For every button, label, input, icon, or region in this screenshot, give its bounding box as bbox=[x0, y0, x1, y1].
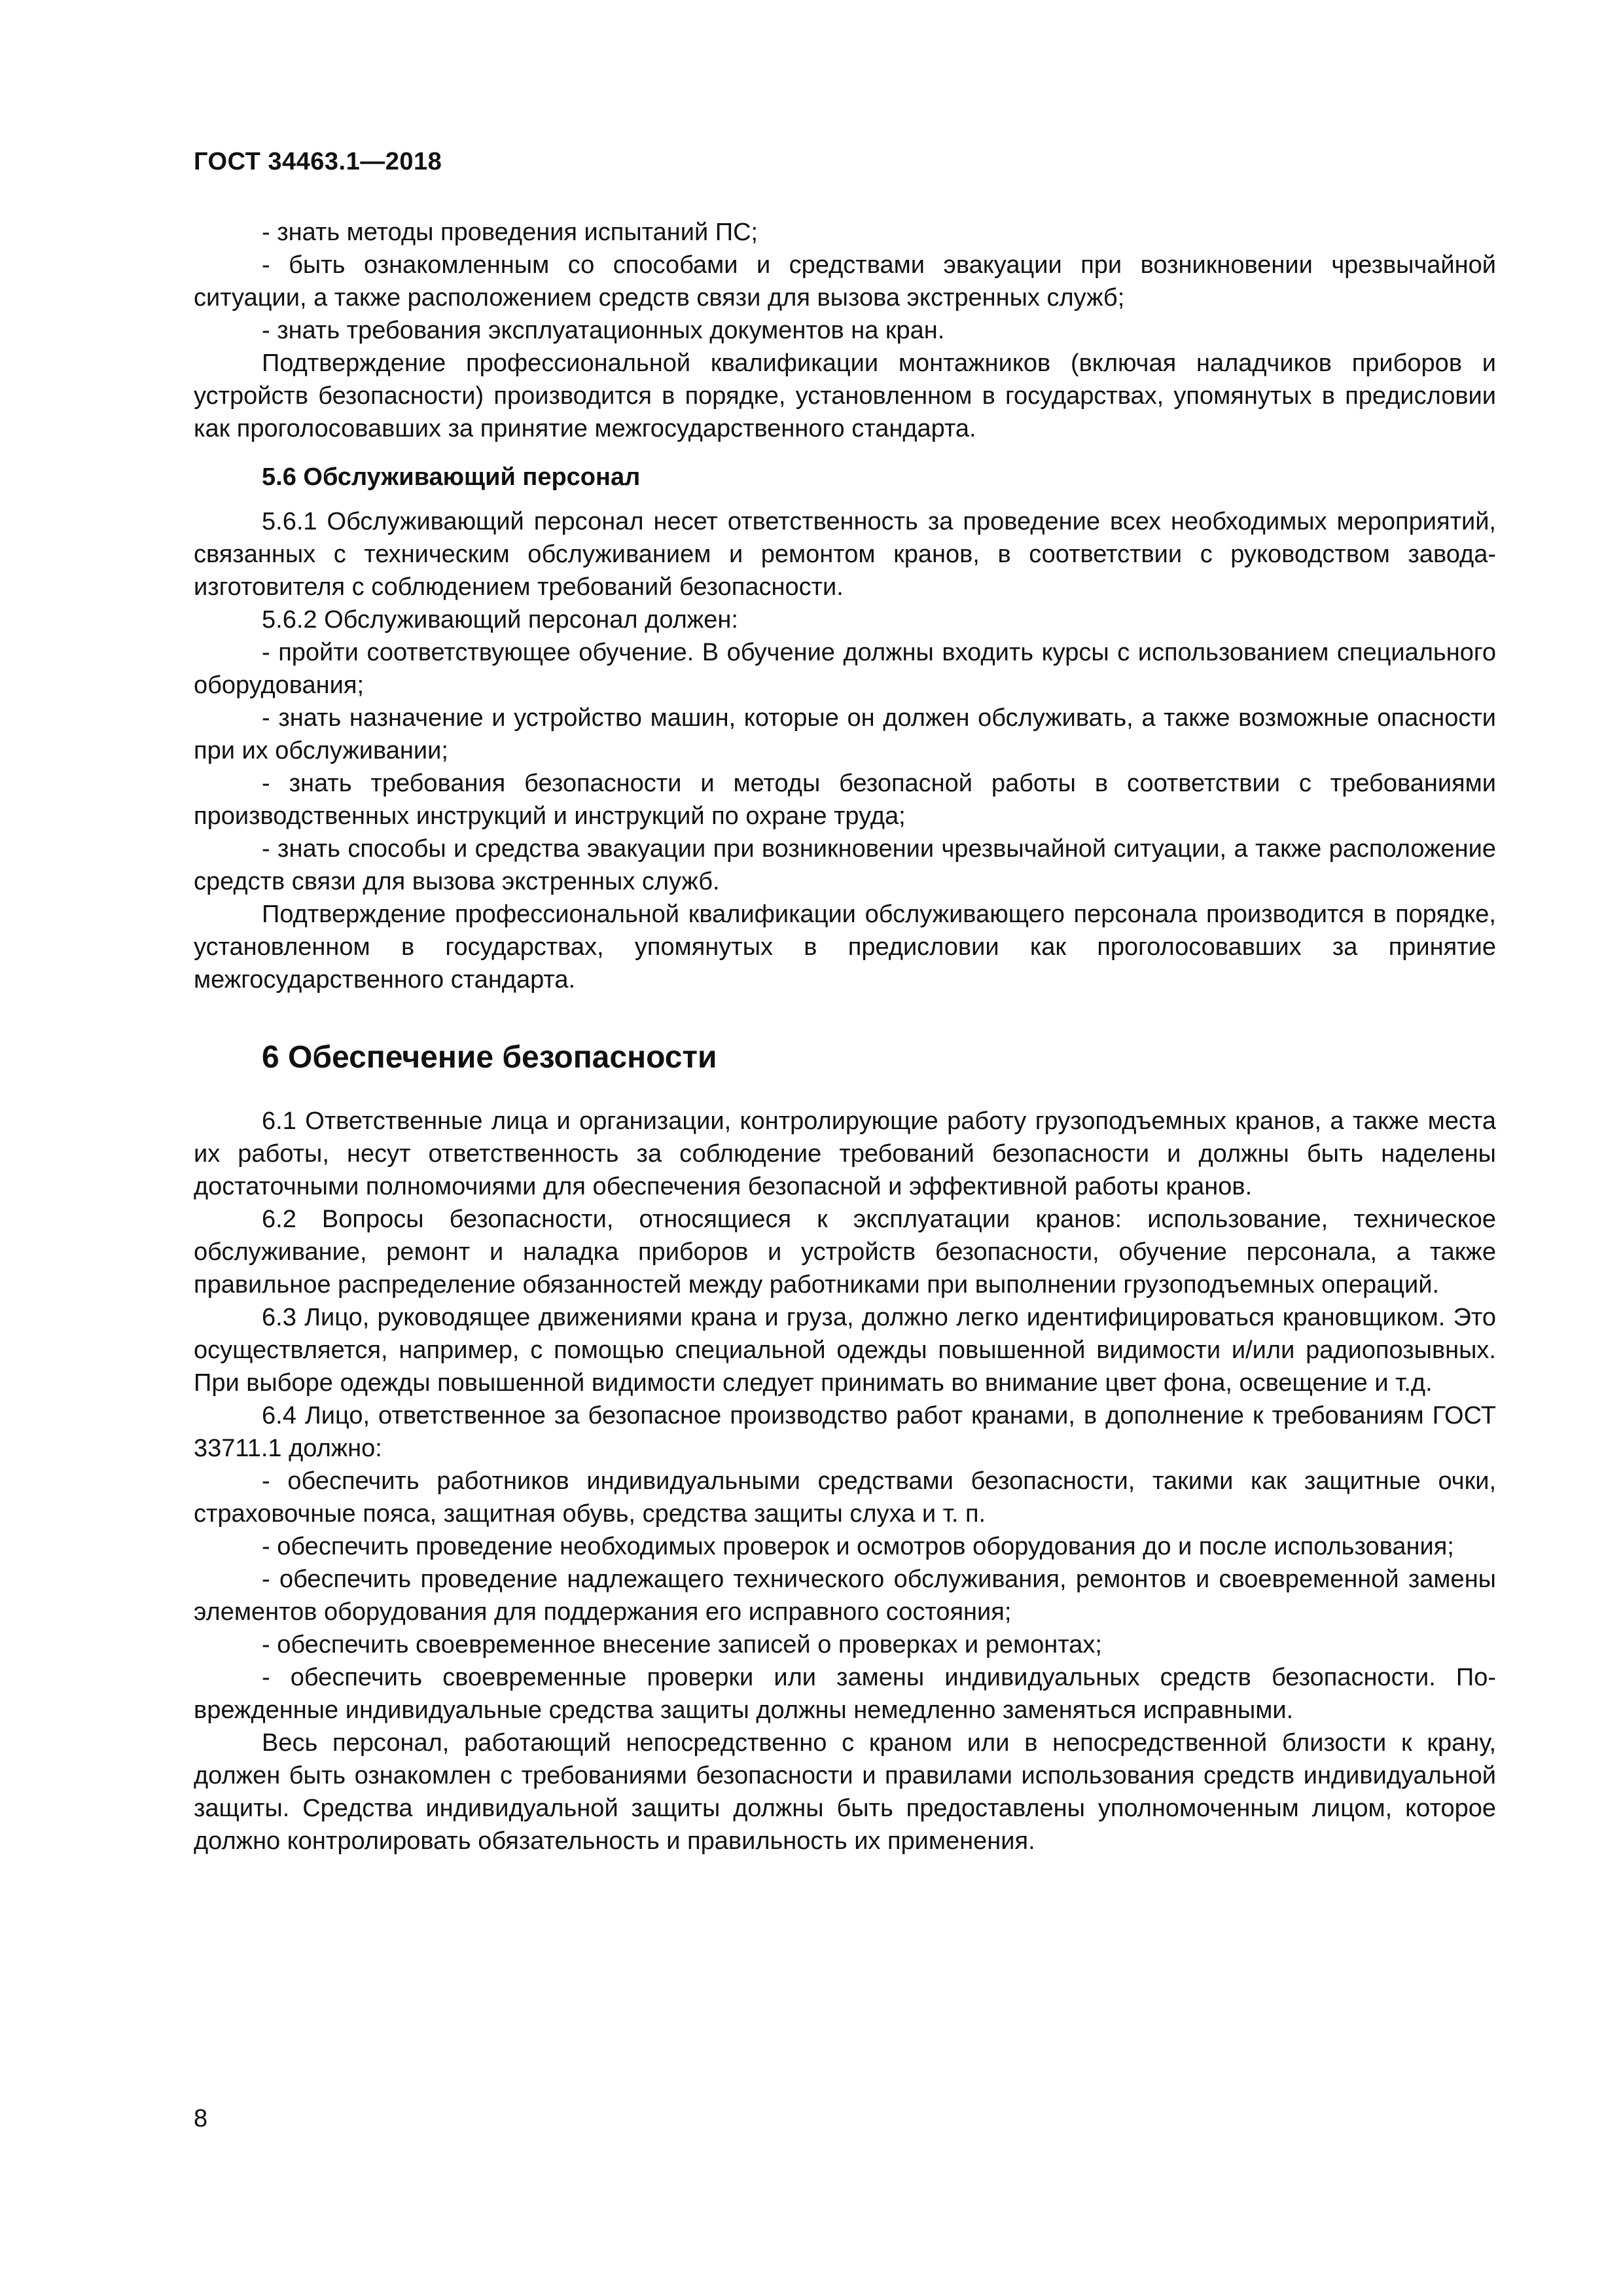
paragraph: Подтверждение профессиональной квалификации обслуживающего персонала производится в порядке, установленном в государствах, упомянутых в предисловии как проголосовавших за принятие межгосударственного стандарта. bbox=[194, 901, 1496, 994]
paragraph: - быть ознакомленным со способами и средствами эвакуации при возникновении чрезвычайной ситуации, а также расположением средств связи для вызова экстренных служб; bbox=[194, 251, 1496, 312]
paragraph: Весь персонал, работающий непосредственно с краном или в непосредственной близости к крану, должен быть ознакомлен с требованиями безопасности и правилами использования средств индивидуальной защиты. Средства индивидуальной защиты должны быть предоставлены уполномоченным лицом, которое должно контролировать обязательность и правильность их применения. bbox=[194, 1729, 1496, 1855]
paragraph: - знать требования эксплуатационных документов на кран. bbox=[262, 317, 945, 344]
paragraph: - знать способы и средства эвакуации при возникновении чрезвычайной ситуации, а также расположение средств связи для вызова экстренных служб. bbox=[194, 835, 1496, 895]
paragraph: 6.2 Вопросы безопасности, относящиеся к эксплуатации кранов: использование, техническое обслуживание, ремонт и наладка приборов и устройств безопасности, обучение персонала, а также правильное распределение обязанностей между работниками при выполнении грузоподъемных операций. bbox=[194, 1206, 1496, 1299]
paragraph: 6.3 Лицо, руководящее движениями крана и груза, должно легко идентифицироваться крановщиком. Это осуществляется, например, с помощью специальной одежды повышенной видимости и/или радиопозывных. При выборе одежды повышенной видимости следует принимать во внимание цвет фона, освещение и т.д. bbox=[194, 1304, 1496, 1397]
paragraph: - обеспечить проведение надлежащего технического обслуживания, ремонтов и своевременной замены элементов оборудования для поддержания его исправного состояния; bbox=[194, 1566, 1496, 1626]
paragraph: - знать методы проведения испытаний ПС; bbox=[262, 219, 758, 246]
paragraph: - знать назначение и устройство машин, которые он должен обслуживать, а также возможные опасности при их обслуживании; bbox=[194, 704, 1496, 764]
paragraph: 6.1 Ответственные лица и организации, контролирующие работу грузоподъемных кранов, а также места их работы, несут ответственность за соблюдение требований безопасности и должны быть наделены достаточными полномочиями для обеспечения безопасной и эффективной работы кранов. bbox=[194, 1107, 1496, 1200]
paragraph: - обеспечить работников индивидуальными средствами безопасности, такими как защитные очки, страховочные пояса, защитная обувь, средства защиты слуха и т. п. bbox=[194, 1467, 1496, 1528]
paragraph: - обеспечить своевременное внесение записей о проверках и ремонтах; bbox=[262, 1631, 1102, 1659]
paragraph: - знать требования безопасности и методы безопасной работы в соответствии с требованиями производственных инструкций и инструкций по охране труда; bbox=[194, 770, 1496, 830]
paragraph: - обеспечить своевременные проверки или замены индивидуальных средств безопасности. Поврежденные индивидуальные средства защиты должны немедленно заменяться исправными. bbox=[194, 1664, 1496, 1724]
paragraph: 5.6.1 Обслуживающий персонал несет ответственность за проведение всех необходимых мероприятий, связанных с техническим обслуживанием и ремонтом кранов, в соответствии с руководством завода-изготовителя с соблюдением требований безопасности. bbox=[194, 508, 1496, 601]
section-5-6-heading: 5.6 Обслуживающий персонал bbox=[262, 463, 641, 491]
paragraph: - пройти соответствующее обучение. В обучение должны входить курсы с использованием специального оборудования; bbox=[194, 639, 1496, 699]
document-code-header: ГОСТ 34463.1—2018 bbox=[194, 148, 442, 175]
section-6-heading: 6 Обеспечение безопасности bbox=[262, 1040, 717, 1075]
paragraph: 5.6.2 Обслуживающий персонал должен: bbox=[262, 606, 738, 634]
paragraph: - обеспечить проведение необходимых проверок и осмотров оборудования до и после использования; bbox=[262, 1533, 1454, 1560]
paragraph: 6.4 Лицо, ответственное за безопасное производство работ кранами, в дополнение к требованиям ГОСТ 33711.1 должно: bbox=[194, 1402, 1496, 1462]
page-number: 8 bbox=[194, 2105, 208, 2132]
paragraph: Подтверждение профессиональной квалификации монтажников (включая наладчиков приборов и устройств безопасности) производится в порядке, установленном в государствах, упомянутых в предисловии как проголосовавших за принятие межгосударственного стандарта. bbox=[194, 350, 1496, 442]
document-body bbox=[194, 216, 1496, 1857]
